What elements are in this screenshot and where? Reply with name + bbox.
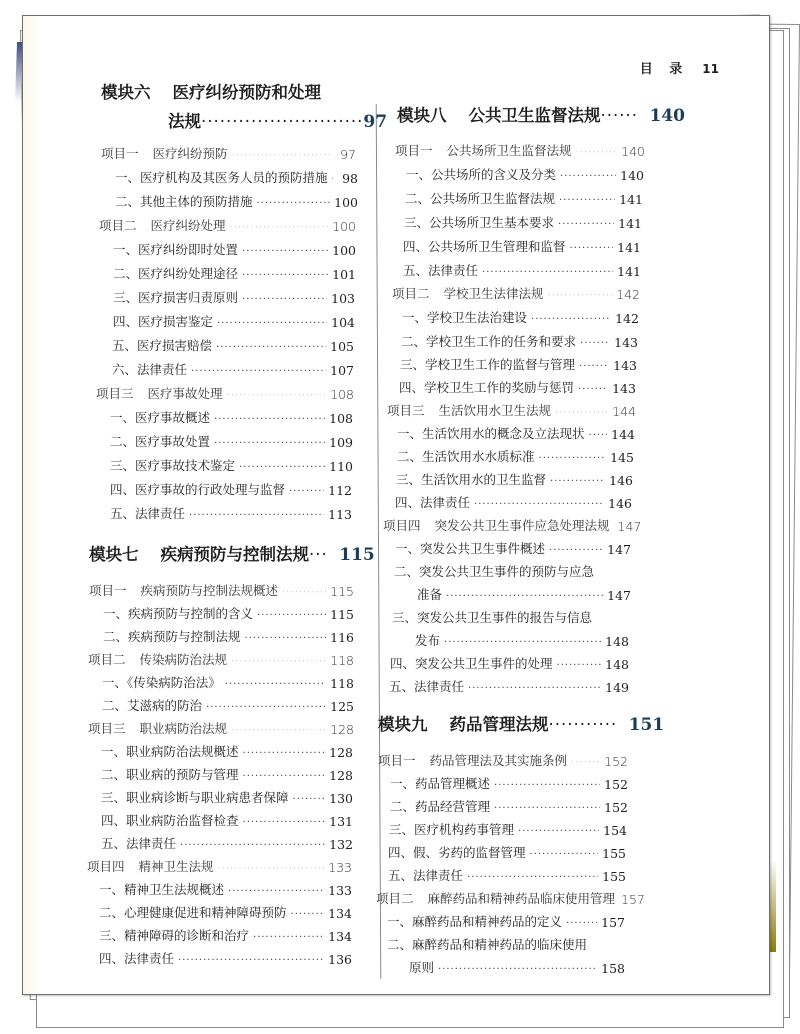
- toc-item[interactable]: [397, 424, 635, 442]
- page-ref: 148: [605, 634, 629, 649]
- toc-item[interactable]: [99, 903, 352, 921]
- leader-dots: [243, 747, 326, 760]
- leader-dots: [206, 701, 326, 714]
- leader-dots: [559, 194, 615, 207]
- page-ref: 146: [609, 473, 633, 488]
- leader-dots: [494, 802, 600, 815]
- item-title: 五、法律责任: [403, 263, 479, 278]
- toc-item[interactable]: [99, 926, 352, 944]
- page-ref: 118: [330, 676, 354, 691]
- leader-dots: [227, 389, 327, 402]
- leader-dots: [231, 655, 326, 668]
- item-title-cont: 发布: [415, 633, 441, 648]
- item-title: 一、职业病防治法规概述: [101, 744, 239, 759]
- module-page: 97: [363, 112, 388, 132]
- item-title: 五、法律责任: [388, 868, 464, 883]
- page-ref: 107: [330, 363, 354, 378]
- toc-item[interactable]: [110, 456, 353, 474]
- page-ref: 152: [604, 754, 628, 769]
- item-title: 二、艾滋病的防治: [102, 698, 203, 713]
- leader-dots: [550, 475, 605, 488]
- module-heading: [89, 541, 375, 565]
- item-title: 一、突发公共卫生事件概述: [395, 541, 546, 556]
- toc-item[interactable]: [110, 480, 352, 498]
- page-ref: 140: [620, 168, 644, 183]
- item-title: 三、精神障碍的诊断和治疗: [99, 928, 250, 943]
- item-title: 四、职业病防治监督检查: [101, 813, 239, 828]
- item-title: 三、医疗损害归责原则: [113, 290, 239, 305]
- project-title: 精神卫生法规: [138, 859, 214, 874]
- toc-project[interactable]: [395, 141, 645, 159]
- page-ref: 149: [605, 680, 629, 695]
- toc-item[interactable]: [387, 912, 625, 930]
- toc-project[interactable]: [87, 857, 352, 875]
- module-title: 疾病预防与控制法规: [160, 545, 309, 564]
- leader-dots: [468, 682, 601, 695]
- item-title: 三、公共场所卫生基本要求: [404, 215, 555, 230]
- toc-project[interactable]: [378, 751, 628, 769]
- module-label: 模块六: [101, 83, 151, 102]
- page-ref: 128: [330, 722, 354, 737]
- toc-item[interactable]: [397, 447, 634, 465]
- toc-item[interactable]: [388, 866, 626, 884]
- toc-item[interactable]: [406, 165, 644, 183]
- toc-item[interactable]: [110, 432, 353, 450]
- leader-dots: [558, 218, 614, 231]
- item-title: 一、学校卫生法治建设: [402, 310, 528, 325]
- item-title: 五、医疗损害赔偿: [112, 338, 213, 353]
- leader-dots: [189, 509, 324, 522]
- page-ref: 100: [334, 195, 358, 210]
- item-title: 二、医疗事故处置: [110, 434, 211, 449]
- leader-dots: [225, 678, 326, 691]
- item-title: 四、公共场所卫生管理和监督: [403, 239, 566, 254]
- toc-item[interactable]: [99, 880, 352, 898]
- project-label: 项目三: [88, 721, 126, 736]
- toc-item[interactable]: [389, 820, 627, 838]
- page-ref: 147: [607, 542, 631, 557]
- item-title: 四、突发公共卫生事件的处理: [390, 656, 553, 671]
- column-divider: [376, 104, 382, 979]
- item-title: 二、药品经营管理: [390, 799, 491, 814]
- leader-dots: [571, 756, 600, 769]
- toc-item[interactable]: [402, 308, 639, 326]
- page-ref: 140: [621, 144, 645, 159]
- project-title: 药品管理法及其实施条例: [429, 753, 568, 768]
- toc-item[interactable]: [103, 627, 354, 645]
- module-title: 医疗纠纷预防和处理: [172, 83, 321, 102]
- page-ref: 108: [330, 387, 354, 402]
- toc-item[interactable]: [102, 673, 354, 691]
- leader-dots: [242, 245, 328, 258]
- project-label: 项目三: [387, 403, 425, 418]
- page-ref: 98: [342, 171, 358, 186]
- toc-project[interactable]: [89, 581, 354, 599]
- toc-item-cont[interactable]: [409, 958, 625, 976]
- module-title: 公共卫生监督法规: [468, 106, 601, 125]
- toc-item[interactable]: [390, 654, 629, 672]
- project-title: 突发公共卫生事件应急处理法规: [434, 518, 610, 533]
- toc-item[interactable]: [113, 312, 355, 330]
- page-ref: 110: [329, 459, 353, 474]
- leader-dots: [257, 197, 331, 210]
- leader-dots: [557, 659, 602, 672]
- module-label: 模块八: [397, 106, 447, 125]
- module-heading: [378, 711, 664, 735]
- toc-project[interactable]: [376, 889, 645, 907]
- item-title-cont: 原则: [409, 960, 435, 975]
- leader-dots: ···: [309, 545, 328, 564]
- page-ref: 144: [611, 427, 635, 442]
- page-ref: 112: [328, 483, 352, 498]
- toc-item-line1[interactable]: 二、麻醉药品和精神药品的临床使用: [387, 937, 588, 952]
- module-label: 模块九: [378, 715, 428, 734]
- toc-item-line1[interactable]: 三、突发公共卫生事件的报告与信息: [392, 610, 593, 625]
- toc-item[interactable]: [404, 213, 642, 231]
- page-ref: 109: [329, 435, 353, 450]
- toc-item-cont[interactable]: [415, 631, 629, 649]
- project-title: 传染病防治法规: [139, 652, 228, 667]
- page-ref: 108: [329, 411, 353, 426]
- project-title: 生活饮用水卫生法规: [438, 403, 552, 418]
- item-title: 三、职业病诊断与职业病患者保障: [101, 790, 289, 805]
- leader-dots: [216, 341, 326, 354]
- toc-project[interactable]: [392, 284, 640, 302]
- leader-dots: ···········: [548, 715, 618, 734]
- toc-item-cont[interactable]: [417, 585, 631, 603]
- toc-project[interactable]: [99, 216, 356, 234]
- module-heading-cont: [168, 108, 387, 132]
- page-ref: 142: [615, 311, 639, 326]
- project-title: 麻醉药品和精神药品临床使用管理: [427, 891, 616, 906]
- page-ref: 155: [602, 846, 626, 861]
- module-page: 115: [339, 545, 375, 565]
- toc-item[interactable]: [395, 493, 632, 511]
- project-label: 项目二: [392, 286, 430, 301]
- page-ref: 141: [618, 216, 642, 231]
- project-label: 项目二: [88, 652, 126, 667]
- leader-dots: [243, 770, 326, 783]
- leader-dots: [530, 848, 599, 861]
- toc-item[interactable]: [99, 949, 352, 967]
- item-title: 三、学校卫生工作的监督与管理: [400, 357, 576, 372]
- toc-item[interactable]: [403, 261, 641, 279]
- page-ref: 136: [328, 952, 352, 967]
- toc-project[interactable]: [88, 650, 354, 668]
- toc-item[interactable]: [101, 788, 353, 806]
- toc-item[interactable]: [110, 504, 352, 522]
- project-label: 项目三: [96, 386, 134, 401]
- leader-dots: [579, 360, 609, 373]
- leader-dots: [178, 954, 324, 967]
- toc-item[interactable]: [110, 408, 353, 426]
- item-title: 二、心理健康促进和精神障碍预防: [99, 905, 287, 920]
- leader-dots: [282, 586, 326, 599]
- page-ref: 158: [601, 961, 625, 976]
- leader-dots: [438, 963, 597, 976]
- page-ref: 125: [330, 699, 354, 714]
- page-ref: 143: [614, 335, 638, 350]
- item-title: 二、其他主体的预防措施: [115, 194, 253, 209]
- leader-dots: [218, 862, 325, 875]
- toc-item[interactable]: [102, 696, 354, 714]
- item-title: 四、学校卫生工作的奖励与惩罚: [399, 380, 575, 395]
- page-ref: 157: [601, 915, 625, 930]
- toc-project[interactable]: [101, 144, 356, 162]
- item-title: 一、医疗事故概述: [110, 410, 211, 425]
- module-heading: [397, 102, 685, 126]
- item-title: 一、疾病预防与控制的含义: [103, 606, 254, 621]
- leader-dots: [257, 609, 326, 622]
- page-ref: 133: [328, 860, 352, 875]
- page-ref: 131: [329, 814, 353, 829]
- project-label: 项目一: [89, 583, 127, 598]
- project-label: 项目四: [87, 859, 125, 874]
- leader-dots: [494, 779, 600, 792]
- page-ref: 113: [328, 507, 352, 522]
- running-head-title: 目 录: [639, 62, 689, 77]
- toc-item[interactable]: [101, 765, 353, 783]
- item-title: 四、法律责任: [99, 951, 175, 966]
- item-title: 四、医疗损害鉴定: [113, 314, 214, 329]
- item-title: 四、医疗事故的行政处理与监督: [110, 482, 286, 497]
- page-ref: 141: [617, 240, 641, 255]
- toc-page: [22, 15, 770, 995]
- leader-dots: [467, 871, 598, 884]
- item-title: 一、公共场所的含义及分类: [406, 167, 557, 182]
- page-ref: 128: [329, 768, 353, 783]
- leader-dots: [230, 221, 329, 234]
- leader-dots: [549, 544, 603, 557]
- project-label: 项目一: [395, 143, 433, 158]
- project-title: 医疗纠纷预防: [152, 146, 228, 161]
- item-title: 二、医疗纠纷处理途径: [113, 266, 239, 281]
- project-label: 项目二: [376, 891, 414, 906]
- item-title: 二、公共场所卫生监督法规: [405, 191, 556, 206]
- leader-dots: [589, 429, 608, 442]
- project-title: 医疗纠纷处理: [150, 218, 226, 233]
- leader-dots: [560, 170, 616, 183]
- leader-dots: [570, 242, 614, 255]
- page-ref: 100: [332, 243, 356, 258]
- page-ref: 134: [328, 906, 352, 921]
- item-title: 一、精神卫生法规概述: [99, 882, 225, 897]
- toc-item[interactable]: [400, 355, 637, 373]
- item-title: 一、药品管理概述: [390, 776, 491, 791]
- leader-dots: [217, 317, 327, 330]
- item-title: 二、学校卫生工作的任务和要求: [401, 334, 577, 349]
- leader-dots: [539, 452, 607, 465]
- toc-item[interactable]: [399, 378, 636, 396]
- page-ref: 152: [604, 777, 628, 792]
- leader-dots: [180, 839, 325, 852]
- leader-dots: [245, 632, 327, 645]
- page-ref: 134: [328, 929, 352, 944]
- project-title: 学校卫生法律法规: [443, 286, 544, 301]
- page-number: 11: [702, 62, 719, 76]
- toc-item[interactable]: [115, 192, 358, 210]
- page-ref: 147: [607, 588, 631, 603]
- item-title: 二、生活饮用水水质标准: [397, 449, 535, 464]
- leader-dots: [214, 413, 325, 426]
- page-ref: 142: [616, 287, 640, 302]
- toc-item[interactable]: [113, 264, 356, 282]
- toc-item[interactable]: [103, 604, 354, 622]
- page-ref: 115: [330, 607, 354, 622]
- item-title: 五、法律责任: [110, 506, 186, 521]
- running-head: [640, 58, 719, 77]
- item-title: 一、医疗机构及其医务人员的预防措施: [115, 170, 328, 185]
- page-ref: 97: [340, 147, 356, 162]
- page-ref: 115: [330, 584, 354, 599]
- project-title: 职业病防治法规: [139, 721, 228, 736]
- item-title: 五、法律责任: [389, 679, 465, 694]
- leader-dots: ······: [600, 106, 638, 125]
- leader-dots: ··························: [201, 112, 364, 131]
- item-title: 三、生活饮用水的卫生监督: [396, 472, 547, 487]
- page-ref: 143: [612, 381, 636, 396]
- toc-item[interactable]: [101, 834, 353, 852]
- leader-dots: [555, 406, 608, 419]
- project-label: 项目四: [383, 518, 421, 533]
- toc-project[interactable]: [387, 401, 636, 419]
- page-ref: 103: [331, 291, 355, 306]
- module-page: 140: [649, 106, 685, 126]
- item-title: 三、医疗事故技术鉴定: [110, 458, 236, 473]
- item-title: 一、《传染病防治法》: [102, 675, 221, 690]
- page-ref: 155: [602, 869, 626, 884]
- toc-item[interactable]: [390, 774, 628, 792]
- page-ref: 130: [329, 791, 353, 806]
- project-label: 项目一: [101, 146, 139, 161]
- leader-dots: [578, 383, 608, 396]
- leader-dots: [214, 437, 325, 450]
- toc-item[interactable]: [388, 843, 626, 861]
- module-title: 药品管理法规: [449, 715, 549, 734]
- item-title: 一、麻醉药品和精神药品的定义: [387, 914, 563, 929]
- toc-item[interactable]: [390, 797, 628, 815]
- page-ref: 145: [610, 450, 634, 465]
- leader-dots: [253, 931, 324, 944]
- item-title: 三、医疗机构药事管理: [389, 822, 515, 837]
- leader-dots: [243, 816, 326, 829]
- toc-item[interactable]: [395, 539, 631, 557]
- page-ref: 157: [621, 892, 645, 907]
- toc-item[interactable]: [389, 677, 629, 695]
- page-ref: 146: [608, 496, 632, 511]
- project-label: 项目二: [99, 218, 137, 233]
- leader-dots: [474, 498, 604, 511]
- toc-item[interactable]: [101, 811, 353, 829]
- module-title-cont: 法规: [168, 112, 201, 131]
- toc-item[interactable]: [115, 168, 358, 186]
- project-label: 项目一: [378, 753, 416, 768]
- toc-item-line1[interactable]: 二、突发公共卫生事件的预防与应急: [394, 564, 595, 579]
- module-page: 151: [628, 715, 665, 735]
- module-heading: [101, 79, 321, 103]
- page-ref: 147: [617, 519, 642, 534]
- leader-dots: [576, 146, 618, 159]
- item-title: 四、假、劣药的监督管理: [388, 845, 526, 860]
- leader-dots: [531, 313, 611, 326]
- item-title: 一、医疗纠纷即时处置: [113, 242, 239, 257]
- leader-dots: [228, 885, 324, 898]
- page-ref: 154: [603, 823, 627, 838]
- project-title: 医疗事故处理: [147, 386, 223, 401]
- leader-dots: [232, 149, 330, 162]
- leader-dots: [293, 793, 326, 806]
- page-ref: 128: [329, 745, 353, 760]
- leader-dots: [482, 266, 613, 279]
- toc-item[interactable]: [101, 742, 353, 760]
- page-ref: 143: [613, 358, 637, 373]
- leader-dots: [231, 724, 326, 737]
- page-edge-accent: [770, 860, 776, 952]
- toc-project[interactable]: [88, 719, 354, 737]
- toc-item[interactable]: [112, 360, 354, 378]
- page-ref: 141: [619, 192, 643, 207]
- toc-item[interactable]: [403, 237, 641, 255]
- leader-dots: [446, 590, 603, 603]
- project-title: 疾病预防与控制法规概述: [140, 583, 279, 598]
- item-title: 二、职业病的预防与管理: [101, 767, 239, 782]
- project-title: 公共场所卫生监督法规: [446, 143, 572, 158]
- toc-project[interactable]: [96, 384, 354, 402]
- leader-dots: [242, 293, 327, 306]
- module-label: 模块七: [89, 545, 139, 564]
- toc-item[interactable]: [113, 240, 356, 258]
- toc-item[interactable]: [396, 470, 633, 488]
- page-ref: 141: [617, 264, 641, 279]
- page-ref: 133: [328, 883, 352, 898]
- page-ref: 116: [330, 630, 354, 645]
- toc-item[interactable]: [113, 288, 355, 306]
- item-title: 五、法律责任: [101, 836, 177, 851]
- toc-item[interactable]: [112, 336, 354, 354]
- leader-dots: [242, 269, 328, 282]
- page-ref: 118: [330, 653, 354, 668]
- leader-dots: [289, 485, 324, 498]
- leader-dots: [580, 337, 610, 350]
- item-title: 四、法律责任: [395, 495, 471, 510]
- leader-dots: [191, 365, 326, 378]
- page-ref: 104: [331, 315, 355, 330]
- page-ref: 152: [604, 800, 628, 815]
- toc-project[interactable]: [383, 516, 642, 534]
- item-title: 六、法律责任: [112, 362, 188, 377]
- page-ref: 100: [332, 219, 356, 234]
- toc-item[interactable]: [401, 332, 638, 350]
- toc-item[interactable]: [405, 189, 643, 207]
- item-title: 二、疾病预防与控制法规: [103, 629, 241, 644]
- item-title-cont: 准备: [417, 587, 443, 602]
- leader-dots: [566, 917, 597, 930]
- page-ref: 148: [605, 657, 629, 672]
- page-ref: 105: [330, 339, 354, 354]
- page-ref: 132: [329, 837, 353, 852]
- item-title: 一、生活饮用水的概念及立法现状: [397, 426, 585, 441]
- leader-dots: [518, 825, 599, 838]
- leader-dots: [444, 636, 601, 649]
- leader-dots: [239, 461, 325, 474]
- page-ref: 101: [332, 267, 356, 282]
- leader-dots: [291, 908, 325, 921]
- page-ref: 144: [612, 404, 636, 419]
- leader-dots: [548, 289, 613, 302]
